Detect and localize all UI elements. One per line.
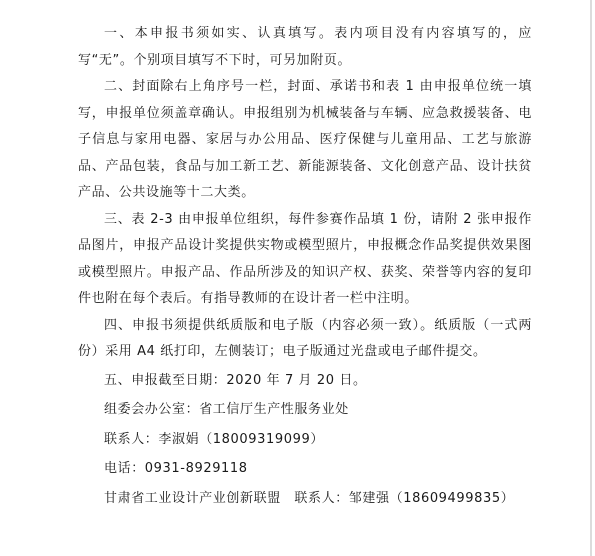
instruction-paragraph-3: 三、表 2-3 由申报单位组织，每件参赛作品填 1 份，请附 2 张申报作品图片，申报产品设计奖提供实物或模型照片，申报概念作品奖提供效果图或模型照片。申报产品、作品所涉及的知识产权、获奖、荣誉等内容的复印件也附在每个表后。有指导教师的在设计者一栏中注明。	[78, 211, 532, 306]
instruction-paragraph-2: 二、封面除右上角序号一栏，封面、承诺书和表 1 由申报单位统一填写，申报单位须盖章确认。申报组别为机械装备与车辆、应急救援装备、电子信息与家用电器、家居与办公用品、医疗保健与儿童用品、工艺与旅游品、产品包装，食品与加工新工艺、新能源装备、文化创意产品、设计扶贫产品、公共设施等十二大类。	[78, 79, 532, 200]
phone-line: 电话：0931-8929118	[104, 461, 248, 476]
office-line: 组委会办公室：省工信厅生产性服务业处	[104, 402, 349, 417]
instruction-paragraph-1: 一、本申报书须如实、认真填写。表内项目没有内容填写的，应写“无”。个别项目填写不下时，可另加附页。	[78, 26, 532, 68]
instructions-body	[78, 21, 532, 513]
page-edge-divider	[590, 0, 592, 556]
instruction-paragraph-4: 四、申报书须提供纸质版和电子版（内容必须一致）。纸质版（一式两份）采用 A4 纸打印，左侧装订；电子版通过光盘或电子邮件提交。	[78, 317, 532, 359]
contact-person-line: 联系人：李淑娟（18009319099）	[104, 431, 324, 447]
alliance-contact-line: 甘肃省工业设计产业创新联盟 联系人：邹建强（18609499835）	[104, 490, 515, 506]
deadline-line: 五、申报截至日期：2020 年 7 月 20 日。	[104, 372, 367, 388]
